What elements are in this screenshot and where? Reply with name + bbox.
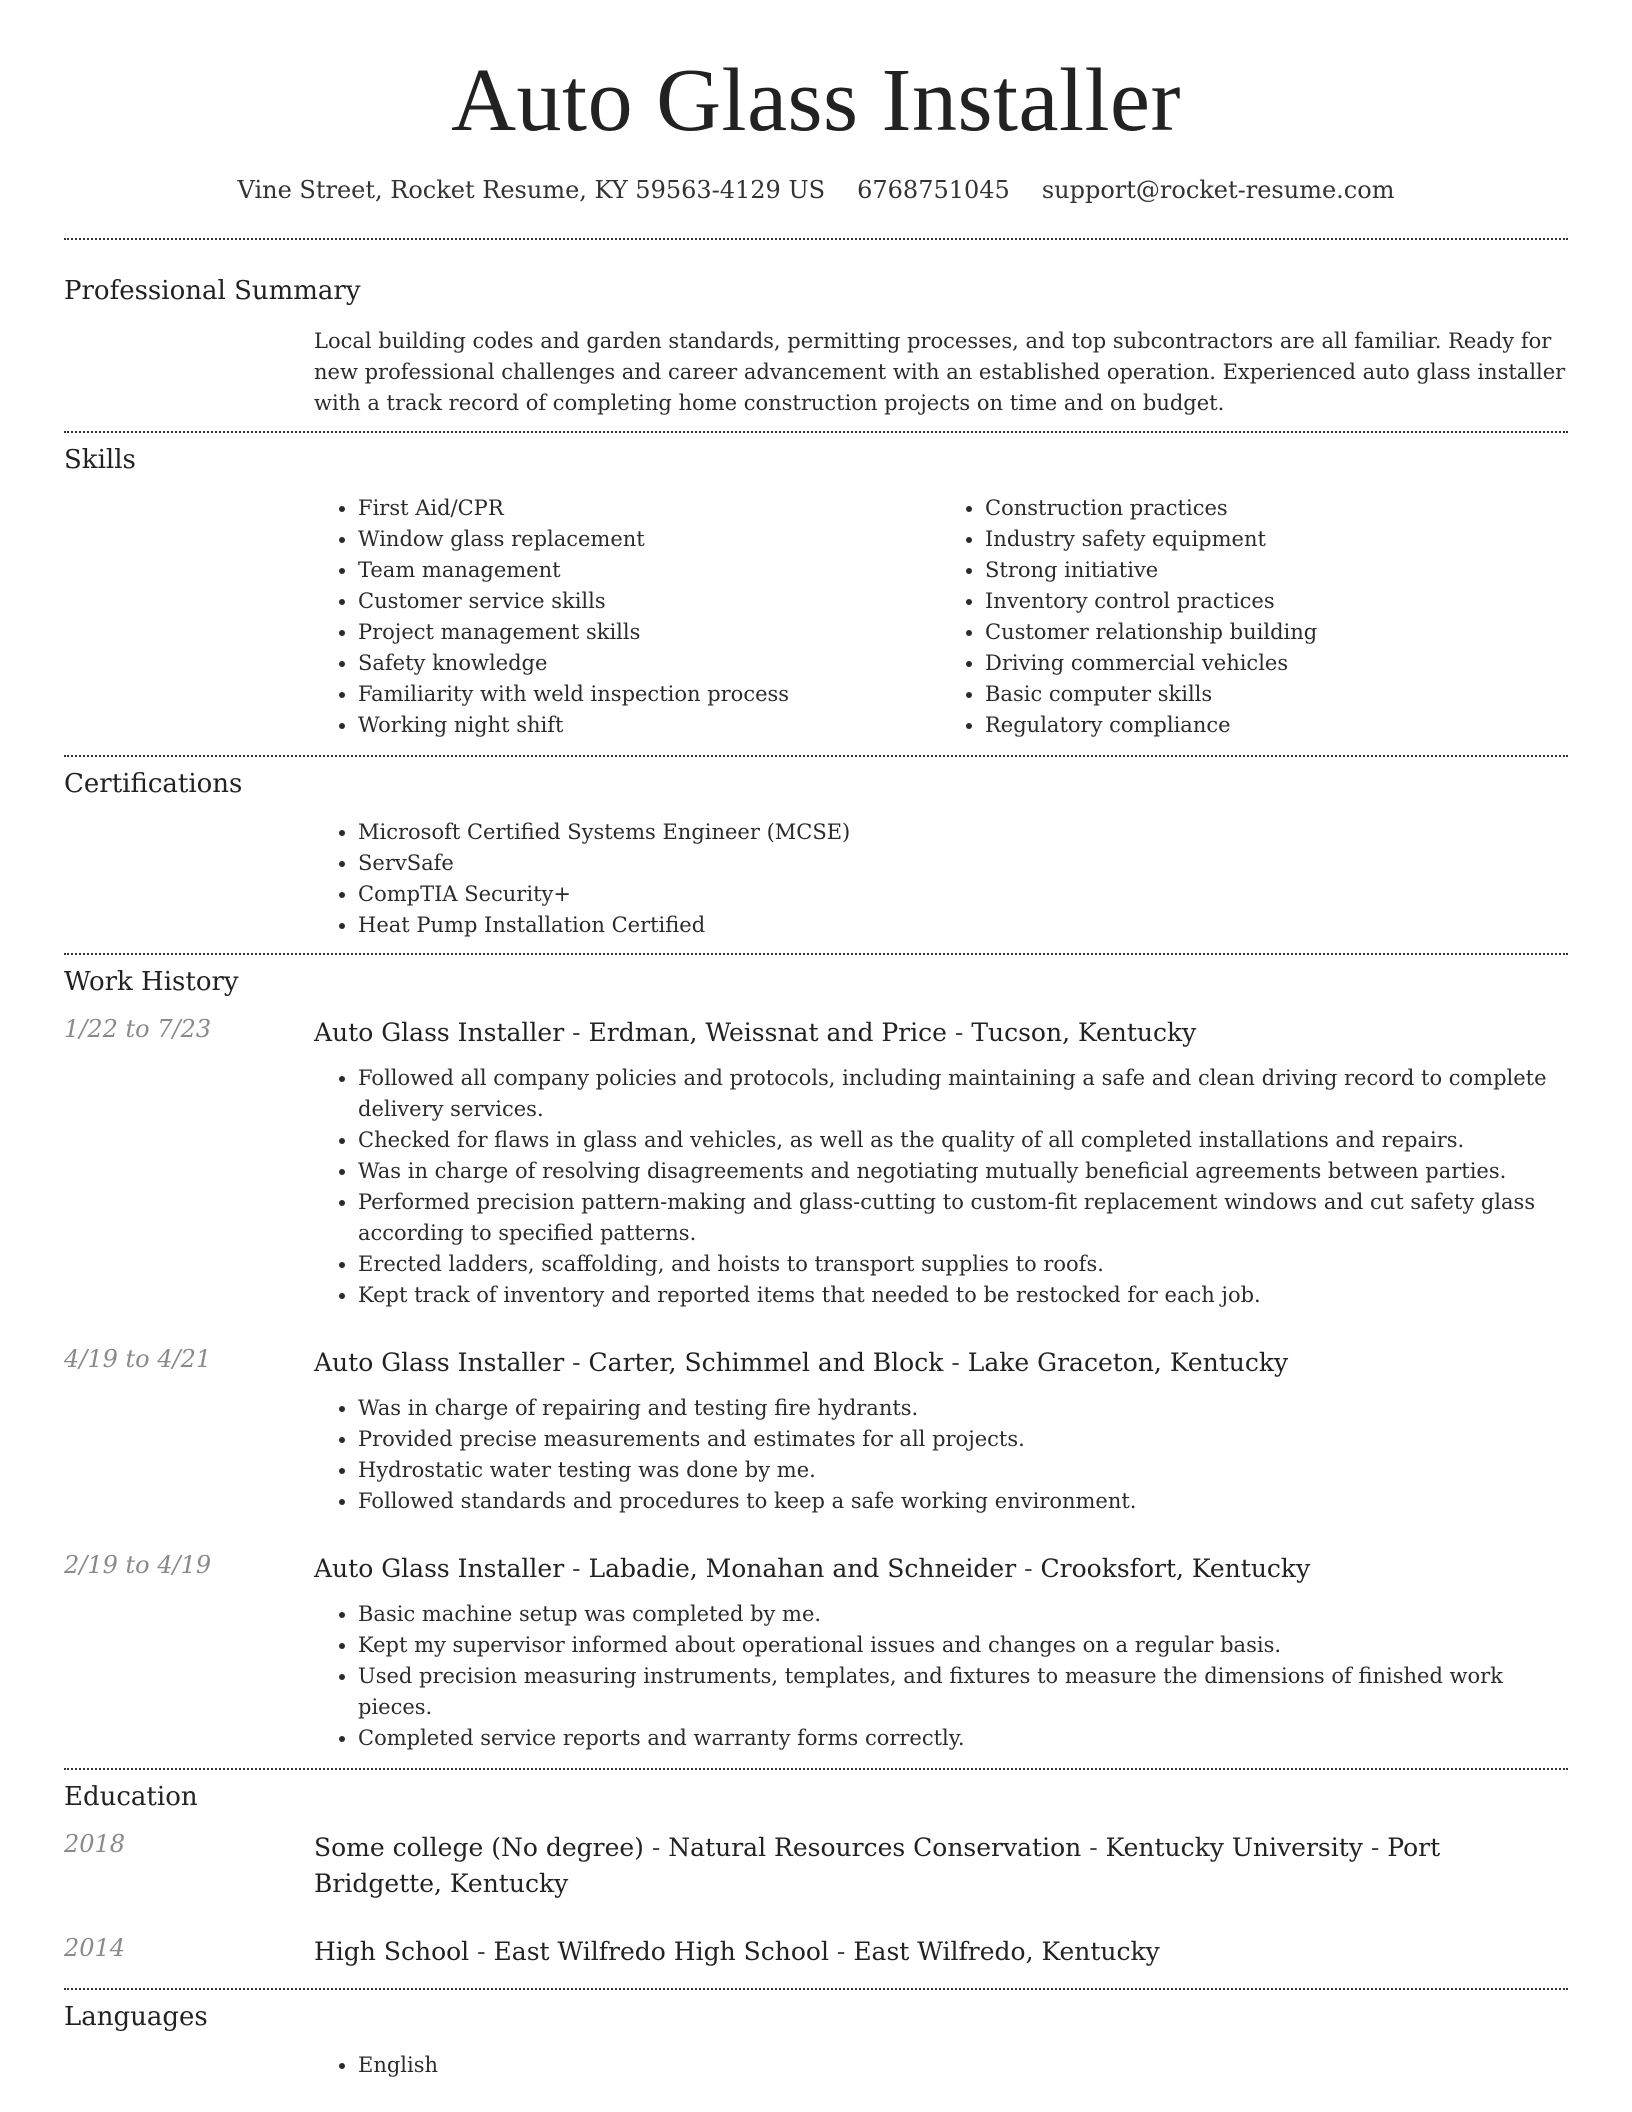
list-item: • Strong initiative <box>985 555 1568 586</box>
list-item: • Working night shift <box>358 710 941 741</box>
education-entry <box>64 1934 1568 1988</box>
contact-phone: 6768751045 <box>857 176 1010 204</box>
list-item: • Inventory control practices <box>985 586 1568 617</box>
list-item: • Erected ladders, scaffolding, and hoists to transport supplies to roofs. <box>358 1249 1568 1280</box>
education-location: Port Bridgette, Kentucky <box>314 1833 1441 1898</box>
languages-list-wrap <box>314 2032 1568 2081</box>
education-year: 2018 <box>64 1830 126 1858</box>
list-item: • CompTIA Security+ <box>358 879 1568 910</box>
job-location: Crooksfort, Kentucky <box>1040 1554 1311 1583</box>
list-item: • Followed all company policies and protocols, including maintaining a safe and clean driving record to complete delivery services. <box>358 1063 1568 1125</box>
job-heading: Auto Glass Installer - Labadie, Monahan and Schneider - Crooksfort, Kentucky <box>314 1554 1311 1583</box>
contact-line <box>64 176 1568 204</box>
work-history-section <box>64 955 1568 1768</box>
list-item: • Industry safety equipment <box>985 524 1568 555</box>
list-item: • Hydrostatic water testing was done by me. <box>358 1455 1568 1486</box>
skills-list-right <box>941 493 1568 741</box>
contact-address: Vine Street, Rocket Resume, KY 59563-4129 US <box>237 176 826 204</box>
languages-list <box>314 2050 1568 2081</box>
list-item: • Was in charge of resolving disagreements and negotiating mutually beneficial agreements between parties. <box>358 1156 1568 1187</box>
list-item: • Performed precision pattern-making and glass-cutting to custom-fit replacement windows and cut safety glass according to specified patterns. <box>358 1187 1568 1249</box>
summary-text: Local building codes and garden standards, permitting processes, and top subcontractors are all familiar. Ready for new professional challenges and career advancement with an established operation. Experienced auto glass installer with a track record of completing home construction projects on time and on budget. <box>314 329 1566 415</box>
job-location: Lake Graceton, Kentucky <box>967 1348 1289 1377</box>
list-item: • Customer service skills <box>358 586 941 617</box>
list-item: • Was in charge of repairing and testing fire hydrants. <box>358 1393 1568 1424</box>
languages-title: Languages <box>64 2002 208 2032</box>
resume-name: Auto Glass Installer <box>451 51 1181 150</box>
list-item: • Followed standards and procedures to keep a safe working environment. <box>358 1486 1568 1517</box>
list-item: • Heat Pump Installation Certified <box>358 910 1568 941</box>
job-location: Tucson, Kentucky <box>971 1018 1197 1047</box>
certifications-list-wrap <box>314 799 1568 953</box>
list-item: • Familiarity with weld inspection process <box>358 679 941 710</box>
list-item: • Driving commercial vehicles <box>985 648 1568 679</box>
job-dates: 1/22 to 7/23 <box>64 1015 212 1043</box>
education-year: 2014 <box>64 1934 126 1962</box>
job-entry <box>64 1015 1568 1311</box>
education-heading: Some college (No degree) - Natural Resources Conservation - Kentucky University - Port Bridgette, Kentucky <box>314 1833 1441 1898</box>
job-bullets <box>314 1051 1568 1311</box>
skills-section <box>64 433 1568 755</box>
list-item: • Used precision measuring instruments, templates, and fixtures to measure the dimensions of finished work pieces. <box>358 1661 1568 1723</box>
job-company: Labadie, Monahan and Schneider <box>588 1554 1017 1583</box>
job-role: Auto Glass Installer <box>314 1018 565 1047</box>
list-item: • Window glass replacement <box>358 524 941 555</box>
education-location: East Wilfredo, Kentucky <box>853 1937 1160 1966</box>
summary-title: Professional Summary <box>64 276 361 306</box>
job-heading: Auto Glass Installer - Carter, Schimmel and Block - Lake Graceton, Kentucky <box>314 1348 1289 1377</box>
education-entry <box>64 1830 1568 1902</box>
job-role: Auto Glass Installer <box>314 1348 565 1377</box>
contact-email[interactable]: support@rocket-resume.com <box>1041 176 1395 204</box>
list-item: • Project management skills <box>358 617 941 648</box>
list-item: • Checked for flaws in glass and vehicles, as well as the quality of all completed installations and repairs. <box>358 1125 1568 1156</box>
list-item: • ServSafe <box>358 848 1568 879</box>
languages-section <box>64 1990 1568 2081</box>
certifications-list <box>314 817 1568 941</box>
list-item: • Completed service reports and warranty forms correctly. <box>358 1723 1568 1754</box>
list-item: • First Aid/CPR <box>358 493 941 524</box>
list-item: • English <box>358 2050 1568 2081</box>
education-degree: Some college (No degree) <box>314 1833 644 1862</box>
job-heading: Auto Glass Installer - Erdman, Weissnat and Price - Tucson, Kentucky <box>314 1018 1197 1047</box>
list-item: • Provided precise measurements and estimates for all projects. <box>358 1424 1568 1455</box>
job-entry <box>64 1345 1568 1517</box>
skills-grid <box>314 475 1568 755</box>
list-item: • Kept track of inventory and reported items that needed to be restocked for each job. <box>358 1280 1568 1311</box>
job-company: Erdman, Weissnat and Price <box>588 1018 947 1047</box>
certifications-title: Certifications <box>64 769 243 799</box>
list-item: • Microsoft Certified Systems Engineer (MCSE) <box>358 817 1568 848</box>
list-item: • Safety knowledge <box>358 648 941 679</box>
list-item: • Construction practices <box>985 493 1568 524</box>
job-entry <box>64 1551 1568 1768</box>
list-item: • Kept my supervisor informed about operational issues and changes on a regular basis. <box>358 1630 1568 1661</box>
summary-section <box>64 240 1568 431</box>
list-item: • Basic machine setup was completed by me. <box>358 1599 1568 1630</box>
job-bullets <box>314 1587 1568 1754</box>
list-item: • Basic computer skills <box>985 679 1568 710</box>
job-company: Carter, Schimmel and Block <box>588 1348 944 1377</box>
education-degree: High School <box>314 1937 470 1966</box>
job-bullets <box>314 1381 1568 1517</box>
job-dates: 2/19 to 4/19 <box>64 1551 212 1579</box>
education-field: Natural Resources Conservation <box>668 1833 1082 1862</box>
job-role: Auto Glass Installer <box>314 1554 565 1583</box>
skills-list-left <box>314 493 941 741</box>
job-dates: 4/19 to 4/21 <box>64 1345 212 1373</box>
list-item: • Team management <box>358 555 941 586</box>
education-title: Education <box>64 1782 198 1812</box>
certifications-section <box>64 757 1568 953</box>
list-item: • Customer relationship building <box>985 617 1568 648</box>
work-history-title: Work History <box>64 967 239 997</box>
education-school: Kentucky University <box>1105 1833 1363 1862</box>
education-school: East Wilfredo High School <box>493 1937 829 1966</box>
skills-title: Skills <box>64 445 136 475</box>
education-heading: High School - East Wilfredo High School - East Wilfredo, Kentucky <box>314 1937 1160 1966</box>
list-item: • Regulatory compliance <box>985 710 1568 741</box>
education-section <box>64 1770 1568 1988</box>
